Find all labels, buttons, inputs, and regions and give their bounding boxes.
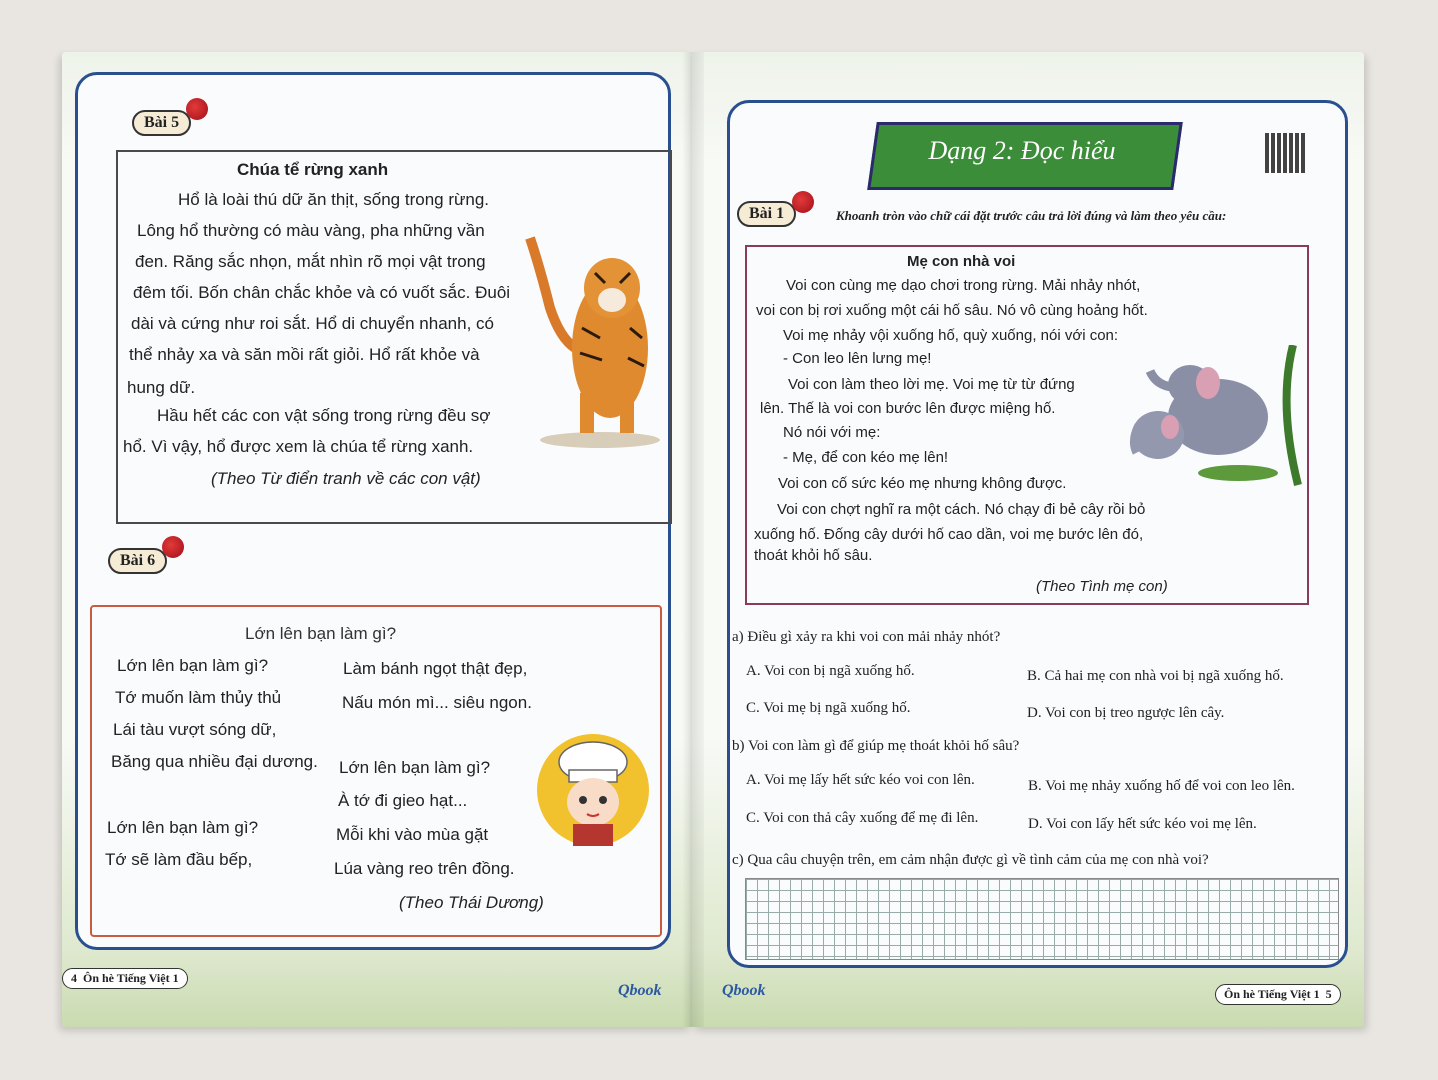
- bai1-line-3: Voi mẹ nhảy vội xuống hố, quỳ xuống, nói với con:: [783, 327, 1119, 344]
- poem-line: Băng qua nhiều đại dương.: [111, 752, 318, 771]
- poem-line: Lúa vàng reo trên đồng.: [334, 859, 515, 878]
- left-footer-book: [62, 968, 188, 989]
- answer-a-D[interactable]: D. Voi con bị treo ngược lên cây.: [1027, 705, 1225, 721]
- bai5-line-6: thể nhảy xa và săn mồi rất giỏi. Hổ rất khỏe và: [129, 345, 480, 364]
- book-spine: [682, 52, 704, 1027]
- bai6-title: Lớn lên bạn làm gì?: [245, 624, 397, 643]
- bai1-source: (Theo Tình mẹ con): [1036, 578, 1168, 595]
- answer-b-A[interactable]: A. Voi mẹ lấy hết sức kéo voi con lên.: [746, 772, 975, 788]
- question-c: c) Qua câu chuyện trên, em cảm nhận được gì về tình cảm của mẹ con nhà voi?: [732, 852, 1209, 868]
- answer-a-B[interactable]: B. Cả hai mẹ con nhà voi bị ngã xuống hố.: [1027, 668, 1284, 684]
- section-banner-title: Dạng 2: Đọc hiểu: [928, 136, 1116, 165]
- qbook-logo: Qbook: [722, 982, 766, 999]
- bai1-label: Bài 1: [737, 201, 796, 227]
- bai5-line-3: đen. Răng sắc nhọn, mắt nhìn rõ mọi vật trong: [135, 252, 486, 271]
- poem-line: Lớn lên bạn làm gì?: [107, 818, 259, 837]
- book-title: Ôn hè Tiếng Việt 1: [83, 971, 179, 985]
- question-b: b) Voi con làm gì để giúp mẹ thoát khỏi hố sâu?: [732, 738, 1020, 754]
- elephants-illustration: [1128, 345, 1308, 490]
- question-a: a) Điều gì xảy ra khi voi con mải nhảy nhót?: [732, 629, 1001, 645]
- chef-girl-illustration: [535, 732, 651, 848]
- page-number: 4: [71, 971, 77, 985]
- answer-b-C[interactable]: C. Voi con thả cây xuống để mẹ đi lên.: [746, 810, 979, 826]
- bai5-line-7: hung dữ.: [127, 378, 196, 397]
- bai1-line-4: - Con leo lên lưng mẹ!: [783, 350, 932, 367]
- page-number: 5: [1325, 987, 1332, 1001]
- bai1-line-11: xuống hố. Đống cây dưới hố cao dần, voi mẹ bước lên đó,: [754, 526, 1144, 543]
- bai1-line-12: thoát khỏi hố sâu.: [754, 547, 873, 564]
- answer-writing-grid[interactable]: [745, 878, 1339, 960]
- poem-line: À tớ đi gieo hạt...: [338, 791, 468, 810]
- bai1-line-6: lên. Thế là voi con bước lên được miệng hố.: [760, 400, 1056, 417]
- poem-line: Tớ muốn làm thủy thủ: [115, 688, 282, 707]
- bai5-line-4: đêm tối. Bốn chân chắc khỏe và có vuốt sắc. Đuôi: [133, 283, 511, 302]
- answer-b-D[interactable]: D. Voi con lấy hết sức kéo voi mẹ lên.: [1028, 816, 1257, 832]
- poem-line: Lái tàu vượt sóng dữ,: [113, 720, 277, 739]
- bai5-line-9: hổ. Vì vậy, hổ được xem là chúa tể rừng xanh.: [123, 437, 474, 456]
- bai5-line-5: dài và cứng như roi sắt. Hổ di chuyển nhanh, có: [131, 314, 494, 333]
- bai6-label: Bài 6: [108, 548, 167, 574]
- rose-icon: [162, 536, 184, 558]
- bai1-title: Mẹ con nhà voi: [907, 253, 1016, 270]
- qr-code: [1265, 133, 1305, 173]
- bai1-line-5: Voi con làm theo lời mẹ. Voi mẹ từ từ đứng: [788, 376, 1075, 393]
- bai5-line-2: Lông hổ thường có màu vàng, pha những vần: [137, 221, 485, 240]
- rose-icon: [186, 98, 208, 120]
- tiger-illustration: [520, 228, 660, 450]
- bai1-line-10: Voi con chợt nghĩ ra một cách. Nó chạy đi bẻ cây rồi bỏ: [777, 501, 1146, 518]
- rose-icon: [792, 191, 814, 213]
- answer-a-C[interactable]: C. Voi mẹ bị ngã xuống hố.: [746, 700, 911, 716]
- qbook-logo: Qbook: [618, 982, 662, 999]
- bai1-instruction: Khoanh tròn vào chữ cái đặt trước câu trả lời đúng và làm theo yêu cầu:: [836, 208, 1227, 223]
- bai1-line-8: - Mẹ, để con kéo mẹ lên!: [783, 449, 949, 466]
- poem-line: Lớn lên bạn làm gì?: [339, 758, 491, 777]
- bai1-line-1: Voi con cùng mẹ dạo chơi trong rừng. Mải nhảy nhót,: [786, 277, 1141, 294]
- book-title: Ôn hè Tiếng Việt 1: [1224, 987, 1320, 1001]
- bai6-source: (Theo Thái Dương): [399, 893, 544, 912]
- poem-line: Tớ sẽ làm đầu bếp,: [105, 850, 253, 869]
- bai1-line-9: Voi con cố sức kéo mẹ nhưng không được.: [778, 475, 1067, 492]
- right-footer-book: [1215, 984, 1341, 1005]
- poem-line: Lớn lên bạn làm gì?: [117, 656, 269, 675]
- bai1-line-7: Nó nói với mẹ:: [783, 424, 881, 441]
- answer-a-A[interactable]: A. Voi con bị ngã xuống hố.: [746, 663, 915, 679]
- bai5-line-1: Hổ là loài thú dữ ăn thịt, sống trong rừng.: [178, 190, 489, 209]
- poem-line: Làm bánh ngọt thật đẹp,: [343, 659, 528, 678]
- poem-line: Nấu món mì... siêu ngon.: [342, 693, 532, 712]
- bai5-title: Chúa tể rừng xanh: [237, 160, 389, 179]
- answer-b-B[interactable]: B. Voi mẹ nhảy xuống hố để voi con leo lên.: [1028, 778, 1295, 794]
- bai5-source: (Theo Từ điển tranh về các con vật): [211, 469, 481, 488]
- bai5-label: Bài 5: [132, 110, 191, 136]
- bai5-line-8: Hầu hết các con vật sống trong rừng đều sợ: [157, 406, 491, 425]
- poem-line: Mỗi khi vào mùa gặt: [336, 825, 489, 844]
- bai1-line-2: voi con bị rơi xuống một cái hố sâu. Nó vô cùng hoảng hốt.: [756, 302, 1148, 319]
